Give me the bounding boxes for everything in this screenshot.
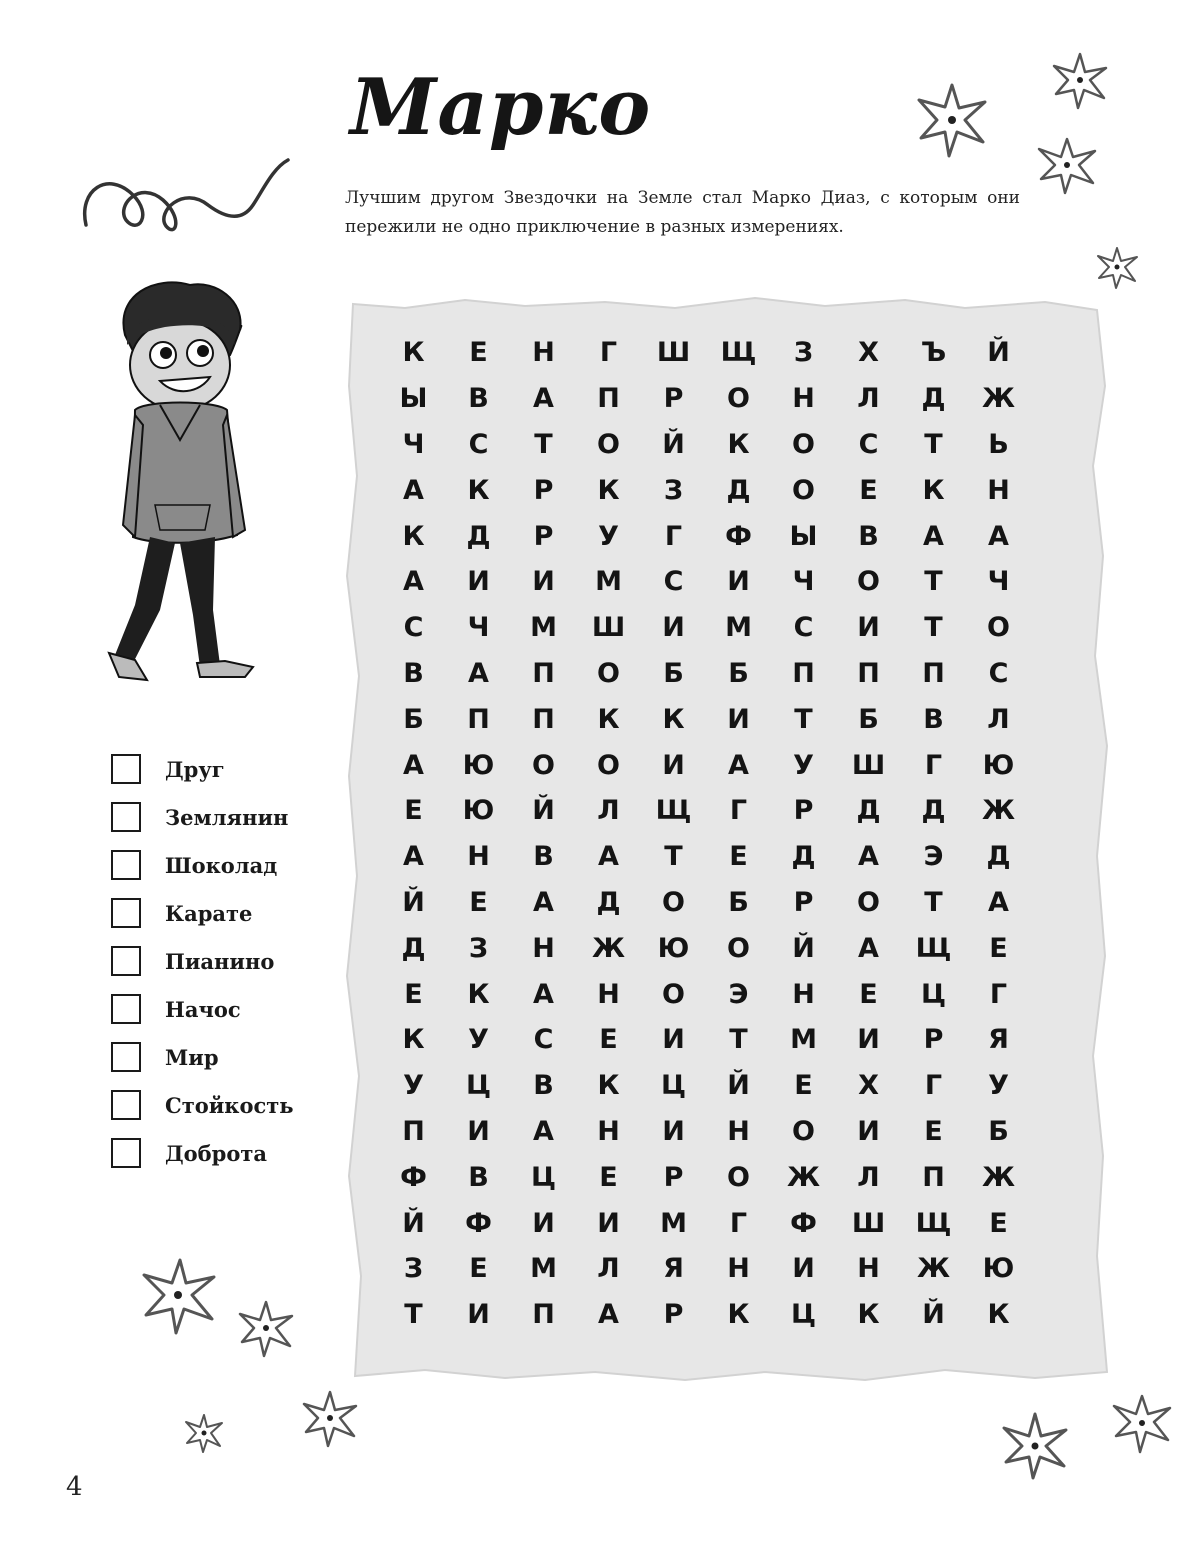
- grid-letter[interactable]: Э: [728, 978, 749, 1010]
- word-search-paper: [345, 296, 1110, 1382]
- grid-letter[interactable]: И: [857, 1115, 880, 1147]
- grid-letter[interactable]: Ц: [465, 1070, 492, 1102]
- grid-letter[interactable]: О: [792, 1115, 815, 1147]
- grid-letter[interactable]: Д: [986, 841, 1011, 873]
- grid-letter[interactable]: Ф: [400, 1161, 427, 1193]
- grid-letter[interactable]: Р: [793, 795, 814, 827]
- grid-letter[interactable]: Ю: [982, 749, 1015, 781]
- grid-letter[interactable]: А: [858, 841, 879, 873]
- grid-letter[interactable]: Е: [469, 886, 488, 918]
- grid-letter[interactable]: Е: [989, 1207, 1008, 1239]
- grid-letter[interactable]: З: [663, 474, 684, 506]
- grid-letter[interactable]: Д: [401, 932, 426, 964]
- grid-letter[interactable]: Ф: [790, 1207, 817, 1239]
- grid-letter[interactable]: Ж: [981, 795, 1016, 827]
- word-label: Шоколад: [165, 852, 278, 878]
- grid-letter[interactable]: С: [468, 428, 489, 460]
- grid-letter[interactable]: И: [857, 1024, 880, 1056]
- grid-letter[interactable]: А: [403, 841, 424, 873]
- grid-letter[interactable]: Ч: [792, 566, 815, 598]
- grid-letter[interactable]: П: [857, 657, 880, 689]
- word-checkbox[interactable]: [111, 850, 141, 880]
- word-checkbox[interactable]: [111, 802, 141, 832]
- grid-letter[interactable]: И: [727, 566, 750, 598]
- star-sparkle-icon: [140, 1255, 220, 1335]
- star-sparkle-icon: [300, 1388, 360, 1448]
- grid-letter[interactable]: С: [793, 612, 814, 644]
- grid-letter[interactable]: Л: [857, 1161, 880, 1193]
- grid-letter[interactable]: Г: [729, 795, 748, 827]
- grid-letter[interactable]: Н: [727, 1253, 750, 1285]
- grid-letter[interactable]: Т: [924, 886, 943, 918]
- grid-letter[interactable]: П: [922, 657, 945, 689]
- grid-letter[interactable]: И: [467, 1299, 490, 1331]
- grid-letter[interactable]: Ж: [916, 1253, 951, 1285]
- word-label: Друг: [165, 756, 225, 782]
- word-label: Стойкость: [165, 1092, 294, 1118]
- grid-letter[interactable]: М: [660, 1207, 687, 1239]
- grid-letter[interactable]: Г: [989, 978, 1008, 1010]
- grid-letter[interactable]: Ш: [851, 749, 886, 781]
- grid-letter[interactable]: Р: [923, 1024, 944, 1056]
- star-sparkle-icon: [1110, 1392, 1175, 1457]
- word-label: Землянин: [165, 804, 289, 830]
- grid-letter[interactable]: О: [662, 978, 685, 1010]
- word-list-item: [111, 1081, 294, 1129]
- grid-letter[interactable]: Е: [794, 1070, 813, 1102]
- grid-letter[interactable]: П: [922, 1161, 945, 1193]
- star-sparkle-icon: [183, 1412, 225, 1454]
- grid-letter[interactable]: М: [530, 612, 557, 644]
- grid-letter[interactable]: И: [662, 1115, 685, 1147]
- grid-letter[interactable]: Н: [467, 841, 490, 873]
- word-list-item: [111, 985, 294, 1033]
- grid-letter[interactable]: А: [403, 474, 424, 506]
- grid-letter[interactable]: У: [403, 1070, 424, 1102]
- grid-letter[interactable]: З: [468, 932, 489, 964]
- intro-text: Лучшим другом Звездочки на Земле стал Марко Диаз, с которым они пережили не одно приключение в разных измерениях.: [345, 188, 1020, 237]
- word-list-item: [111, 889, 294, 937]
- word-list: [111, 745, 294, 1177]
- grid-letter[interactable]: Х: [858, 337, 879, 369]
- grid-letter[interactable]: С: [533, 1024, 554, 1056]
- grid-letter[interactable]: У: [988, 1070, 1009, 1102]
- grid-letter[interactable]: Ц: [790, 1299, 817, 1331]
- grid-letter[interactable]: Т: [534, 428, 553, 460]
- grid-letter[interactable]: В: [533, 841, 554, 873]
- grid-letter[interactable]: К: [402, 520, 425, 552]
- grid-letter[interactable]: Ю: [462, 795, 495, 827]
- grid-letter[interactable]: Н: [727, 1115, 750, 1147]
- grid-letter[interactable]: К: [922, 474, 945, 506]
- grid-letter[interactable]: К: [597, 474, 620, 506]
- grid-letter[interactable]: Р: [663, 1161, 684, 1193]
- grid-letter[interactable]: Т: [924, 428, 943, 460]
- word-checkbox[interactable]: [111, 994, 141, 1024]
- star-sparkle-icon: [915, 80, 990, 160]
- grid-letter[interactable]: Н: [532, 932, 555, 964]
- grid-letter[interactable]: Н: [597, 1115, 620, 1147]
- grid-letter[interactable]: Ж: [981, 383, 1016, 415]
- grid-letter[interactable]: А: [923, 520, 944, 552]
- word-label: Карате: [165, 900, 253, 926]
- grid-letter[interactable]: О: [857, 886, 880, 918]
- grid-letter[interactable]: Т: [924, 566, 943, 598]
- grid-letter[interactable]: Щ: [720, 337, 757, 369]
- grid-letter[interactable]: Т: [794, 703, 813, 735]
- grid-letter[interactable]: У: [598, 520, 619, 552]
- grid-letter[interactable]: Я: [988, 1024, 1009, 1056]
- grid-letter[interactable]: Й: [402, 1207, 425, 1239]
- grid-letter[interactable]: А: [533, 886, 554, 918]
- grid-letter[interactable]: Й: [792, 932, 815, 964]
- grid-letter[interactable]: Й: [662, 428, 685, 460]
- grid-letter[interactable]: Ш: [851, 1207, 886, 1239]
- grid-letter[interactable]: Т: [664, 841, 683, 873]
- grid-letter[interactable]: А: [533, 978, 554, 1010]
- word-checkbox[interactable]: [111, 946, 141, 976]
- grid-letter[interactable]: П: [597, 383, 620, 415]
- grid-letter[interactable]: О: [727, 932, 750, 964]
- grid-letter[interactable]: Л: [597, 795, 620, 827]
- grid-letter[interactable]: У: [468, 1024, 489, 1056]
- grid-letter[interactable]: А: [858, 932, 879, 964]
- grid-letter[interactable]: Й: [532, 795, 555, 827]
- word-list-item: [111, 745, 294, 793]
- grid-letter[interactable]: Щ: [915, 1207, 952, 1239]
- grid-letter[interactable]: И: [532, 1207, 555, 1239]
- star-sparkle-icon: [1050, 50, 1110, 110]
- grid-letter[interactable]: Н: [857, 1253, 880, 1285]
- grid-letter[interactable]: А: [403, 749, 424, 781]
- word-search-grid: [381, 330, 1031, 1338]
- grid-letter[interactable]: Б: [988, 1115, 1009, 1147]
- grid-letter[interactable]: Е: [924, 1115, 943, 1147]
- grid-letter[interactable]: С: [858, 428, 879, 460]
- grid-letter[interactable]: М: [725, 612, 752, 644]
- grid-letter[interactable]: Б: [403, 703, 424, 735]
- grid-letter[interactable]: К: [467, 474, 490, 506]
- grid-letter[interactable]: И: [532, 566, 555, 598]
- grid-letter[interactable]: Н: [597, 978, 620, 1010]
- grid-letter[interactable]: З: [403, 1253, 424, 1285]
- grid-letter[interactable]: О: [532, 749, 555, 781]
- grid-letter[interactable]: Д: [921, 795, 946, 827]
- grid-letter[interactable]: Н: [532, 337, 555, 369]
- grid-letter[interactable]: П: [402, 1115, 425, 1147]
- grid-letter[interactable]: Р: [663, 383, 684, 415]
- grid-letter[interactable]: О: [597, 657, 620, 689]
- grid-letter[interactable]: О: [987, 612, 1010, 644]
- grid-letter[interactable]: М: [790, 1024, 817, 1056]
- grid-letter[interactable]: И: [467, 1115, 490, 1147]
- word-checkbox[interactable]: [111, 898, 141, 928]
- grid-letter[interactable]: Д: [921, 383, 946, 415]
- word-checkbox[interactable]: [111, 1090, 141, 1120]
- grid-letter[interactable]: Е: [404, 978, 423, 1010]
- grid-letter[interactable]: А: [468, 657, 489, 689]
- grid-letter[interactable]: Ш: [656, 337, 691, 369]
- grid-letter[interactable]: Ж: [981, 1161, 1016, 1193]
- word-label: Доброта: [165, 1140, 267, 1166]
- star-sparkle-icon: [1095, 245, 1140, 290]
- grid-letter[interactable]: Щ: [655, 795, 692, 827]
- grid-letter[interactable]: Б: [728, 657, 749, 689]
- grid-letter[interactable]: К: [662, 703, 685, 735]
- grid-letter[interactable]: Й: [727, 1070, 750, 1102]
- word-checkbox[interactable]: [111, 1138, 141, 1168]
- grid-letter[interactable]: А: [533, 383, 554, 415]
- grid-letter[interactable]: К: [597, 1070, 620, 1102]
- grid-letter[interactable]: Е: [729, 841, 748, 873]
- grid-letter[interactable]: Т: [924, 612, 943, 644]
- grid-letter[interactable]: Й: [922, 1299, 945, 1331]
- grid-letter[interactable]: В: [403, 657, 424, 689]
- grid-letter[interactable]: Ц: [920, 978, 947, 1010]
- grid-letter[interactable]: В: [858, 520, 879, 552]
- grid-letter[interactable]: Й: [987, 337, 1010, 369]
- word-label: Начос: [165, 996, 241, 1022]
- word-label: Пианино: [165, 948, 275, 974]
- word-list-item: [111, 1129, 294, 1177]
- grid-letter[interactable]: Г: [729, 1207, 748, 1239]
- grid-letter[interactable]: И: [857, 612, 880, 644]
- grid-letter[interactable]: В: [533, 1070, 554, 1102]
- grid-letter[interactable]: Ф: [465, 1207, 492, 1239]
- grid-letter[interactable]: Г: [924, 1070, 943, 1102]
- grid-letter[interactable]: Ш: [591, 612, 626, 644]
- grid-letter[interactable]: К: [857, 1299, 880, 1331]
- grid-letter[interactable]: Г: [924, 749, 943, 781]
- page-title: Марко: [350, 62, 652, 153]
- grid-letter[interactable]: С: [663, 566, 684, 598]
- grid-letter[interactable]: Ъ: [920, 337, 947, 369]
- grid-letter[interactable]: Д: [726, 474, 751, 506]
- grid-letter[interactable]: В: [468, 1161, 489, 1193]
- grid-letter[interactable]: Ю: [462, 749, 495, 781]
- grid-letter[interactable]: Й: [402, 886, 425, 918]
- word-checkbox[interactable]: [111, 1042, 141, 1072]
- grid-letter[interactable]: К: [597, 703, 620, 735]
- page-number: 4: [66, 1472, 83, 1502]
- grid-letter[interactable]: В: [468, 383, 489, 415]
- grid-letter[interactable]: Р: [533, 474, 554, 506]
- grid-letter[interactable]: И: [662, 612, 685, 644]
- grid-letter[interactable]: Е: [469, 337, 488, 369]
- star-sparkle-icon: [1035, 135, 1100, 195]
- word-label: Мир: [165, 1044, 219, 1070]
- grid-letter[interactable]: Б: [663, 657, 684, 689]
- grid-letter[interactable]: Ч: [402, 428, 425, 460]
- grid-letter[interactable]: Р: [533, 520, 554, 552]
- grid-letter[interactable]: Ю: [657, 932, 690, 964]
- grid-letter[interactable]: Ц: [660, 1070, 687, 1102]
- word-checkbox[interactable]: [111, 754, 141, 784]
- grid-letter[interactable]: Ц: [530, 1161, 557, 1193]
- grid-letter[interactable]: Ч: [467, 612, 490, 644]
- word-list-item: [111, 841, 294, 889]
- grid-letter[interactable]: О: [792, 474, 815, 506]
- grid-letter[interactable]: Т: [404, 1299, 423, 1331]
- grid-letter[interactable]: Д: [791, 841, 816, 873]
- grid-letter[interactable]: К: [402, 1024, 425, 1056]
- grid-letter[interactable]: Е: [469, 1253, 488, 1285]
- grid-letter[interactable]: О: [727, 383, 750, 415]
- grid-letter[interactable]: Р: [793, 886, 814, 918]
- grid-letter[interactable]: Я: [663, 1253, 684, 1285]
- grid-letter[interactable]: Д: [856, 795, 881, 827]
- grid-letter[interactable]: Б: [728, 886, 749, 918]
- grid-letter[interactable]: А: [988, 886, 1009, 918]
- grid-letter[interactable]: М: [530, 1253, 557, 1285]
- grid-letter[interactable]: Ы: [789, 520, 818, 552]
- grid-letter[interactable]: Л: [987, 703, 1010, 735]
- grid-letter[interactable]: И: [662, 1024, 685, 1056]
- grid-letter[interactable]: Р: [663, 1299, 684, 1331]
- grid-letter[interactable]: А: [988, 520, 1009, 552]
- grid-letter[interactable]: К: [727, 428, 750, 460]
- grid-letter[interactable]: И: [467, 566, 490, 598]
- grid-letter[interactable]: Д: [596, 886, 621, 918]
- grid-letter[interactable]: Ч: [987, 566, 1010, 598]
- grid-letter[interactable]: О: [597, 428, 620, 460]
- swirl-doodle-icon: [78, 150, 298, 240]
- grid-letter[interactable]: Щ: [915, 932, 952, 964]
- grid-letter[interactable]: П: [792, 657, 815, 689]
- grid-letter[interactable]: Ь: [988, 428, 1009, 460]
- grid-letter[interactable]: Е: [599, 1024, 618, 1056]
- grid-letter[interactable]: Г: [599, 337, 618, 369]
- grid-letter[interactable]: И: [597, 1207, 620, 1239]
- grid-letter[interactable]: К: [727, 1299, 750, 1331]
- grid-letter[interactable]: Ю: [982, 1253, 1015, 1285]
- word-list-item: [111, 937, 294, 985]
- grid-letter[interactable]: М: [595, 566, 622, 598]
- grid-letter[interactable]: Т: [729, 1024, 748, 1056]
- grid-letter[interactable]: Э: [923, 841, 944, 873]
- grid-letter[interactable]: В: [923, 703, 944, 735]
- grid-letter[interactable]: Е: [599, 1161, 618, 1193]
- grid-letter[interactable]: И: [662, 749, 685, 781]
- grid-letter[interactable]: А: [728, 749, 749, 781]
- grid-letter[interactable]: Е: [404, 795, 423, 827]
- grid-letter[interactable]: Н: [792, 383, 815, 415]
- grid-letter[interactable]: О: [792, 428, 815, 460]
- star-sparkle-icon: [1000, 1410, 1070, 1480]
- grid-letter[interactable]: А: [598, 841, 619, 873]
- grid-letter[interactable]: Н: [987, 474, 1010, 506]
- grid-letter[interactable]: О: [857, 566, 880, 598]
- character-illustration: [105, 275, 265, 695]
- grid-letter[interactable]: Г: [664, 520, 683, 552]
- word-list-item: [111, 793, 294, 841]
- grid-letter[interactable]: О: [727, 1161, 750, 1193]
- grid-letter[interactable]: А: [403, 566, 424, 598]
- grid-letter[interactable]: Ф: [725, 520, 752, 552]
- grid-letter[interactable]: Л: [857, 383, 880, 415]
- grid-letter[interactable]: Е: [859, 978, 878, 1010]
- grid-letter[interactable]: Ы: [399, 383, 428, 415]
- grid-letter[interactable]: Д: [466, 520, 491, 552]
- grid-letter[interactable]: О: [597, 749, 620, 781]
- grid-letter[interactable]: К: [987, 1299, 1010, 1331]
- grid-letter[interactable]: З: [793, 337, 814, 369]
- grid-letter[interactable]: Ж: [591, 932, 626, 964]
- grid-letter[interactable]: Ж: [786, 1161, 821, 1193]
- grid-letter[interactable]: А: [533, 1115, 554, 1147]
- grid-letter[interactable]: П: [532, 657, 555, 689]
- star-sparkle-icon: [236, 1298, 296, 1358]
- grid-letter[interactable]: О: [662, 886, 685, 918]
- grid-letter[interactable]: Х: [858, 1070, 879, 1102]
- grid-letter[interactable]: Е: [859, 474, 878, 506]
- grid-letter[interactable]: У: [793, 749, 814, 781]
- grid-letter[interactable]: К: [402, 337, 425, 369]
- grid-letter[interactable]: Н: [792, 978, 815, 1010]
- grid-letter[interactable]: П: [532, 1299, 555, 1331]
- grid-letter[interactable]: И: [792, 1253, 815, 1285]
- grid-letter[interactable]: Е: [989, 932, 1008, 964]
- grid-letter[interactable]: Л: [597, 1253, 620, 1285]
- grid-letter[interactable]: А: [598, 1299, 619, 1331]
- grid-letter[interactable]: П: [532, 703, 555, 735]
- grid-letter[interactable]: Б: [858, 703, 879, 735]
- grid-letter[interactable]: С: [988, 657, 1009, 689]
- grid-letter[interactable]: С: [403, 612, 424, 644]
- grid-letter[interactable]: К: [467, 978, 490, 1010]
- grid-letter[interactable]: И: [727, 703, 750, 735]
- word-list-item: [111, 1033, 294, 1081]
- grid-letter[interactable]: П: [467, 703, 490, 735]
